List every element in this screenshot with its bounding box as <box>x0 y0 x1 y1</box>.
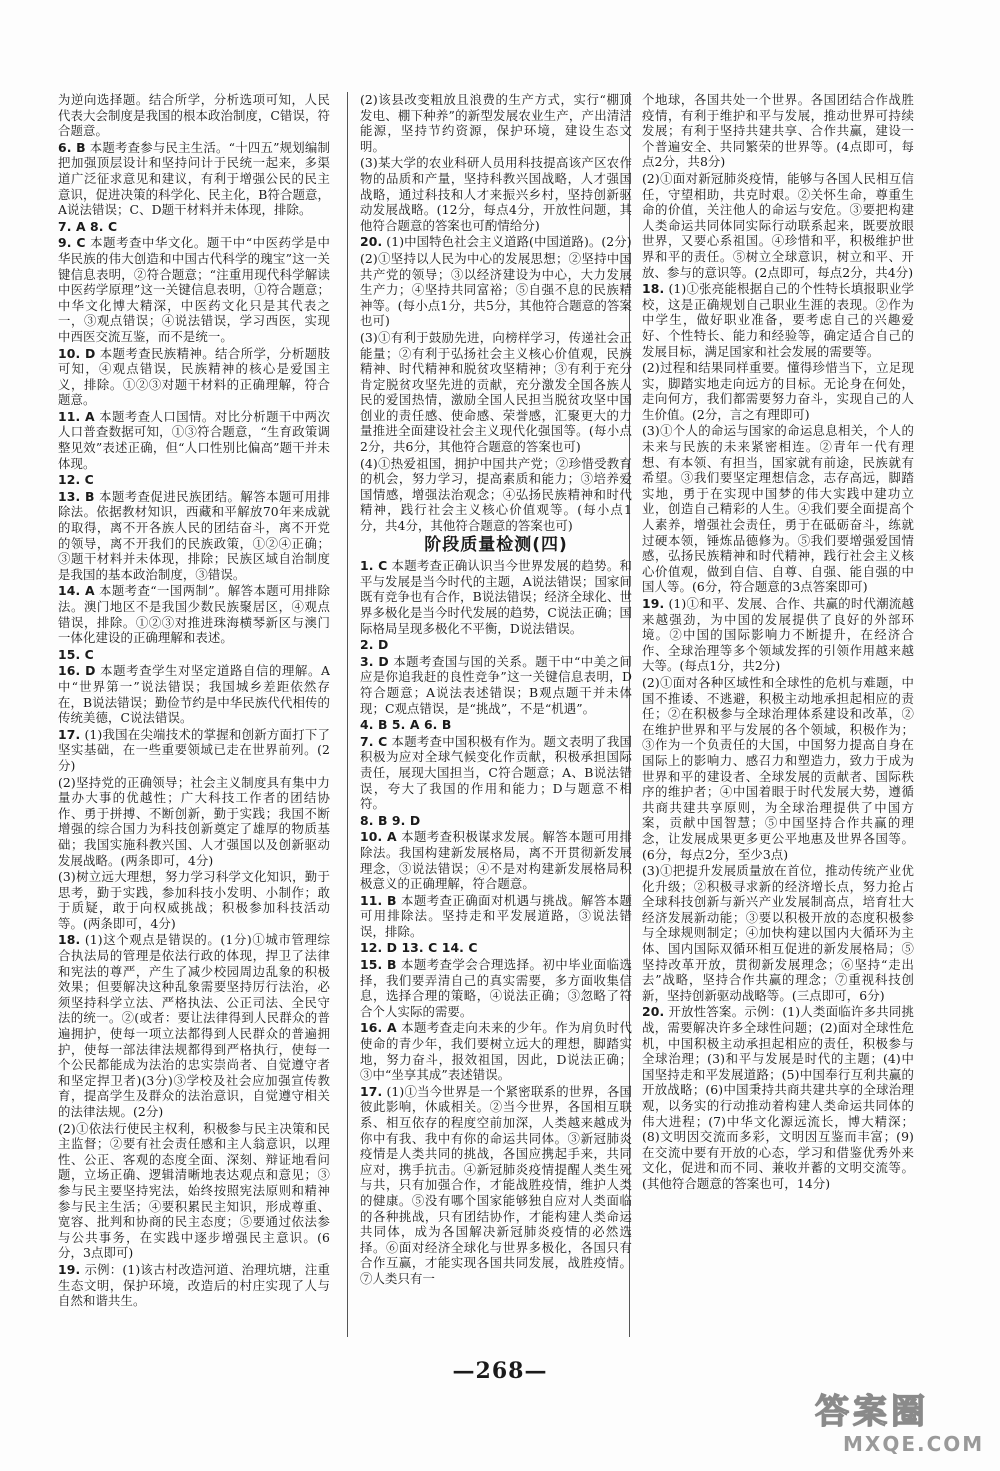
column-left <box>58 92 330 1337</box>
answer-item <box>642 1004 914 1191</box>
answer-text: (1)①和平、发展、合作、共赢的时代潮流越来越强劲，为中国的发展提供了良好的外部环境。②中国的国际影响力不断提升，在经济合作、全球治理等多个领域发挥的引领作用越来越大等。(每点1分，共2分) <box>642 596 914 674</box>
answer-number: 20. <box>642 1004 665 1020</box>
column-middle-top <box>360 92 632 534</box>
answer-item <box>58 727 330 774</box>
answer-text: 本题考查积极谋求发展。解答本题可用排除法。我国构建新发展格局，离不开贯彻新发展理念，③说法错误；④不是对构建新发展格局积极意义的正确理解，符合题意。 <box>360 829 632 892</box>
answer-text: (1)①张亮能根据自己的个性特长填报职业学校，这是正确规划自己职业生涯的表现。②作为中学生，做好职业准备，要考虑自己的兴趣爱好、个性特长、能力和经验等，确定适合自己的发展目标，满足国家和社会发展的需要等。 <box>642 281 914 359</box>
answer-number: 20. <box>360 234 383 250</box>
answer-item <box>360 251 632 329</box>
answer-item <box>360 637 632 653</box>
answer-text: (3)某大学的农业科研人员用科技提高该产区农作物的品质和产量，坚持科教兴国战略，人才强国战略，通过科技和人才来振兴乡村，坚持创新驱动发展战略。(12分，每点4分，开放性问题，其他符合题意的答案也可酌情给分) <box>360 155 632 233</box>
answer-text: 本题考查走向未来的少年。作为肩负时代使命的青少年，我们要树立远大的理想，脚踏实地，努力奋斗，报效祖国，因此，D说法正确；③中“坐享其成”表述错误。 <box>360 1020 632 1083</box>
answer-text: (3)①把提升发展质量放在首位，推动传统产业优化升级；②积极寻求新的经济增长点，努力抢占全球科技创新与新兴产业发展制高点，培育壮大经济发展新动能；③要以积极开放的态度积极参与全球规则制定；④加快构建以国内大循环为主体、国内国际双循环相互促进的新发展格局；⑤坚持改革开放，贯彻新发展理念；⑥坚持“走出去”战略，坚持合作共赢的理念；⑦重视科技创新，坚持创新驱动战略等。(三点即可，6分) <box>642 863 914 1003</box>
answer-item <box>360 558 632 636</box>
answer-number: 19. <box>58 1261 81 1277</box>
answer-text: 示例：(1)该古村改造河道、治理坑塘，注重生态文明，保护环境，改造后的村庄实现了人与自然和谐共生。 <box>58 1261 330 1309</box>
column-middle <box>360 92 632 1337</box>
answer-item <box>360 234 632 250</box>
answer-text: 本题考查中国积极有作为。题文表明了我国积极为应对全球气候变化作贡献，积极承担国际责任，展现大国担当，C符合题意；A、B说法错误，夸大了我国的作用和能力；D与题意不相符。 <box>360 733 632 812</box>
answer-item <box>58 583 330 645</box>
answer-number: 2. D <box>360 637 389 653</box>
answer-text: (1)这个观点是错误的。(1分)①城市管理综合执法局的管理是依法行政的体现，捍卫了法律和宪法的尊严，产生了减少校园周边乱象的积极效果；但要解决这种乱象需要坚持厉行法治，必须坚持科学立法、严格执法、公正司法、全民守法的统一。②(或者：要让法律得到人民群众的普遍拥护，使每一项立法都得到人民群众的普遍拥护，使每一部法律法规都得到严格执行，使每一个公民都能成为法治的忠实崇尚者、自觉遵守者和坚定捍卫者)(3分)③学校及社会应加强宣传教育，提高学生及群众的法治意识，自觉遵守相关的法律法规。(2分) <box>58 932 330 1119</box>
answer-item <box>58 1262 330 1309</box>
answer-number: 11. B <box>360 892 397 908</box>
answer-number: 4. B 5. A 6. B <box>360 717 452 733</box>
answer-text: 本题考查学会合理选择。初中毕业面临选择，我们要弄清自己的真实需要，多方面收集信息，选择合理的策略，④说法正确；③忽略了符合个人实际的需要。 <box>360 957 632 1019</box>
answer-item <box>58 92 330 139</box>
answer-item <box>58 932 330 1119</box>
answer-item <box>360 717 632 733</box>
answer-number: 15. B <box>360 957 397 973</box>
answer-number: 6. B <box>58 139 86 155</box>
answer-text: 本题考查国与国的关系。题干中“中美之间应是你追我赶的良性竞争”这一关键信息表明，D符合题意；A说法表述错误；B观点题干并未体现；C观点错误，是“挑战”，不是“机遇”。 <box>360 653 632 716</box>
answer-text: 本题考查中华文化。题干中“中医药学是中华民族的伟大创造和中国古代科学的瑰宝”这一关键信息表明，②符合题意；“注重用现代科学解读中医药学原理”这一关键信息表明，①符合题意；中华文化博大精深，中医药文化只是其代表之一，③观点错误；④说法错误，学习西医，实现中西医交流互鉴，而不是统一。 <box>58 235 330 344</box>
answer-item <box>642 171 914 280</box>
answer-number: 17. <box>58 726 81 742</box>
answer-text: (3)①有利于鼓励先进，向榜样学习，传递社会正能量；②有利于弘扬社会主义核心价值观，民族精神、时代精神和脱贫攻坚精神；③有利于充分肯定脱贫攻坚先进的贡献，充分激发全国各族人民的爱国热情，激励全国人民担当脱贫攻坚中国创业的责任感、使命感、荣誉感，汇聚更大的力量推进全面建设社会主义现代化强国等。(每小点2分，共6分，其他符合题意的答案也可) <box>360 329 632 455</box>
answer-number: 12. C <box>58 472 94 488</box>
answer-number: 9. C <box>58 235 86 251</box>
watermark-logo <box>815 1392 985 1464</box>
answer-number: 12. D 13. C 14. C <box>360 940 478 956</box>
watermark-url: MXQE.COM <box>843 1432 985 1456</box>
answer-text: (2)①坚持以人民为中心的发展思想；②坚持中国共产党的领导；③以经济建设为中心，大力发展生产力；④坚持共同富裕；⑤自强不息的民族精神等。(每小点1分，共5分，其他符合题意的答案也可) <box>360 250 632 329</box>
answer-item <box>58 346 330 408</box>
answer-text: (2)坚持党的正确领导；社会主义制度具有集中力量办大事的优越性；广大科技工作者的团结协作、勇于拼搏、不断创新，勤于实践；我国不断增强的综合国力为科技创新奠定了雄厚的物质基础；我国实施科教兴国、人才强国以及创新驱动发展战略。(两条即可，4分) <box>58 774 330 868</box>
answer-text: (4)①热爱祖国，拥护中国共产党；②珍惜受教育的机会，努力学习，提高素质和能力；③培养爱国情感，增强法治观念；④弘扬民族精神和时代精神，践行社会主义核心价值观等。(每小点1分，共4分，其他符合题意的答案也可) <box>360 455 632 534</box>
answer-number: 16. D <box>58 663 96 679</box>
answer-text: (1)中国特色社会主义道路(中国道路)。(2分) <box>386 234 632 250</box>
answer-number: 10. A <box>360 829 397 845</box>
answer-text: (1)我国在尖端技术的掌握和创新方面打下了坚实基础，在一些重要领域已走在世界前列。(2分) <box>58 726 330 773</box>
answer-text: 本题考查参与民主生活。“十四五”规划编制把加强顶层设计和坚持问计于民统一起来，多渠道广泛征求意见和建议，有利于增强公民的民主意识，促进决策的科学化、民主化，B符合题意，A说法错误；C、D题干材料并未体现，排除。 <box>58 139 330 218</box>
answer-item <box>642 675 914 862</box>
answer-number: 3. D <box>360 653 389 669</box>
answer-item <box>642 360 914 422</box>
answer-number: 11. A <box>58 408 95 424</box>
answer-number: 19. <box>642 596 665 611</box>
answer-item <box>58 775 330 869</box>
column-divider <box>347 92 348 1337</box>
answer-item <box>360 1020 632 1082</box>
answer-number: 7. C <box>360 733 388 749</box>
answer-item <box>360 813 632 829</box>
answer-number: 16. A <box>360 1020 397 1036</box>
answer-item <box>360 155 632 233</box>
answer-text: 个地球，各国共处一个世界。各国团结合作战胜疫情，有利于维护和平与发展，推动世界可持续发展；有利于坚持共建共享、合作共赢，建设一个普遍安全、共同繁荣的世界等。(4点即可，每点2分，共8分) <box>642 92 914 170</box>
answer-item <box>642 281 914 359</box>
answer-item <box>360 456 632 534</box>
answer-text: (2)①面对各种区域性和全球性的危机与难题，中国不推诿、不逃避，积极主动地承担起相应的责任；②在积极参与全球治理体系建设和改革，②在维护世界和平与发展的各个领域，积极作为；③作为一个负责任的大国，中国努力提高自身在国际上的影响力、感召力和塑造力，致力于成为世界和平的建设者、全球发展的贡献者、国际秩序的维护者；④中国着眼于时代发展大势，遵循共商共建共享原则，为全球治理提供了中国方案，贡献中国智慧；⑤中国坚持合作共赢的理念，让发展成果更多更公平地惠及世界各国等。(6分，每点2分，至少3点) <box>642 674 914 862</box>
answer-number: 13. B <box>58 488 95 504</box>
answer-item <box>58 472 330 488</box>
answer-item <box>642 423 914 595</box>
column-middle-bottom <box>360 558 632 1286</box>
answer-text: (1)①当今世界是一个紧密联系的世界，各国彼此影响，休戚相关。②当今世界，各国相互联系、相互依存的程度空前加深，人类越来越成为你中有我、我中有你的命运共同体。③新冠肺炎疫情是人类共同的挑战，各国应携起手来，共同应对，携手抗击。④新冠肺炎疫情提醒人类生死与共，只有加强合作，才能战胜疫情，维护人类的健康。⑤没有哪个国家能够独自应对人类面临的各种挑战，只有团结协作，才能构建人类命运共同体，成为各国解决新冠肺炎疫情的必然选择。⑥面对经济全球化与世界多极化，各国只有合作互赢，才能实现各国共同发展，战胜疫情。⑦人类只有一 <box>360 1083 632 1286</box>
answer-number: 17. <box>360 1083 383 1099</box>
answer-item <box>360 940 632 956</box>
answer-text: 本题考查“一国两制”。解答本题可用排除法。澳门地区不是我国少数民族聚居区，④观点错误，排除。①②③对推进珠海横琴新区与澳门一体化建设的正确理解和表述。 <box>58 583 330 646</box>
answer-item <box>58 663 330 725</box>
answer-number: 14. A <box>58 583 95 599</box>
answer-text: (2)过程和结果同样重要。懂得珍惜当下，立足现实，脚踏实地走向远方的目标。无论身在何处，走向何方，我们都需要努力奋斗，实现自己的人生价值。(2分，言之有理即可) <box>642 360 914 422</box>
watermark-text: 答案圈 <box>815 1392 929 1432</box>
answer-text: (2)①面对新冠肺炎疫情，能够与各国人民相互信任，守望相助，共克时艰。②关怀生命，尊重生命的价值，关注他人的命运与安危。③要把构建人类命运共同体同实际行动联系起来，既要放眼世界，又要心系祖国。④珍惜和平，积极维护世界和平的责任。⑤树立全球意识，树立和平、开放、参与的意识等。(2点即可，每点2分，共4分) <box>642 170 914 280</box>
answer-item <box>58 869 330 931</box>
section-title: 阶段质量检测(四) <box>424 534 568 555</box>
answer-number: 1. C <box>360 558 388 574</box>
answer-text: 开放性答案。示例：(1)人类面临许多共同挑战，需要解决许多全球性问题；(2)面对全球性危机，中国积极主动承担起相应的责任，积极参与全球治理；(3)和平与发展是时代的主题；(4)中国坚持走和平发展道路；(5)中国奉行互利共赢的开放战略；(6)中国秉持共商共建共享的全球治理观，以务实的行动推动着构建人类命运共同体的伟大进程；(7)中华文化源远流长，博大精深；(8)文明因交流而多彩，文明因互鉴而丰富；(9)在交流中要有开放的心态，学习和借鉴优秀外来文化，促进和而不同、兼收并蓄的文明交流等。(其他符合题意的答案也可，14分) <box>642 1004 914 1191</box>
answer-number: 10. D <box>58 345 96 361</box>
answer-text: (3)①个人的命运与国家的命运息息相关，个人的未来与民族的未来紧密相连。②青年一代有理想、有本领、有担当，国家就有前途，民族就有希望。③我们要坚定理想信念，志存高远，脚踏实地，勇于在实现中国梦的伟大实践中建功立业，创造自己精彩的人生。④我们要全面提高个人素养，增强社会责任，勇于在砥砺奋斗，练就过硬本领，锤炼品德修为。⑤我们要增强爱国情感，弘扬民族精神和时代精神，践行社会主义核心价值观，做到自信、自尊、自强、能自强的中国人等。(6分，符合题意的3点答案即可) <box>642 423 914 595</box>
answer-text: (3)树立远大理想，努力学习科学文化知识，勤于思考，勤于实践，参加科技小发明、小制作；敢于质疑，敢于向权威挑战；积极参加科技活动等。(两条即可，4分) <box>58 869 330 931</box>
answer-item <box>360 92 632 154</box>
answer-item <box>360 734 632 812</box>
answer-number: 8. B 9. D <box>360 812 421 828</box>
answer-item <box>360 654 632 716</box>
answer-text: 为逆向选择题。结合所学，分析选项可知，人民代表大会制度是我国的根本政治制度，C错误，符合题意。 <box>58 92 330 139</box>
answer-number: 18. <box>642 281 665 297</box>
answer-item <box>58 489 330 583</box>
answer-text: 本题考查促进民族团结。解答本题可用排除法。依据教材知识，西藏和平解放70年来成就的取得，离不开各族人民的团结奋斗，离不开党的领导，离不开我们的民族政策，①②④正确；③题干材料并未体现，排除；民族区域自治制度是我国的基本政治制度，③错误。 <box>58 488 330 582</box>
answer-item <box>58 647 330 663</box>
column-right <box>642 92 914 1337</box>
page-number: —268— <box>452 1358 548 1384</box>
answer-item <box>360 893 632 940</box>
answer-item <box>642 92 914 170</box>
answer-item <box>58 140 330 218</box>
answer-text: 本题考查学生对坚定道路自信的理解。A中“世界第一”说法错误；我国城乡差距依然存在，B说法错误；勤俭节约是中华民族代代相传的传统美德，C说法错误。 <box>58 663 330 726</box>
answer-item <box>360 957 632 1019</box>
answer-text: 本题考查正确面对机遇与挑战。解答本题可用排除法。坚持走和平发展道路，③说法错误，排除。 <box>360 892 632 939</box>
answer-text: 本题考查民族精神。结合所学，分析题肢可知，④观点错误，民族精神的核心是爱国主义，排除。①②③对题干材料的正确理解，符合题意。 <box>58 345 330 408</box>
answer-text: (2)①依法行使民主权利，积极参与民主决策和民主监督；②要有社会责任感和主人翁意识，以理性、公正、客观的态度全面、深刻、辩证地看问题，立场正确、逻辑清晰地表达观点和意见；③参与民主要坚持宪法，始终按照宪法原则和精神参与民主生活；④要积累民主知识，形成尊重、宽容、批判和协商的民主态度；⑤要通过依法参与公共事务，在实践中逐步增强民主意识。(6分，3点即可) <box>58 1120 330 1261</box>
answer-item <box>360 1084 632 1287</box>
answer-text: 本题考查人口国情。对比分析题干中两次人口普查数据可知，①③符合题意，“生育政策调整见效”表述正确，但“人口性别比偏高”题干并未体现。 <box>58 408 330 471</box>
answer-number: 18. <box>58 932 81 948</box>
answer-item <box>58 409 330 471</box>
answer-item <box>58 219 330 235</box>
answer-number: 15. C <box>58 646 94 662</box>
answer-item <box>642 596 914 674</box>
answer-item <box>58 235 330 344</box>
answer-text: 本题考查正确认识当今世界发展的趋势。和平与发展是当今时代的主题，A说法错误；国家间既有竞争也有合作，B说法错误；经济全球化、世界多极化是当今时代发展的趋势，C说法正确；国际格局呈现多极化不平衡，D说法错误。 <box>360 558 632 636</box>
answer-text: (2)该县改变粗放且浪费的生产方式，实行“棚顶发电、棚下种养”的新型发展农业生产，产出清洁能源，坚持节约资源，保护环境，建设生态文明。 <box>360 92 632 154</box>
answer-item <box>58 1121 330 1261</box>
answer-item <box>360 829 632 891</box>
answer-item <box>360 330 632 455</box>
answer-number: 7. A 8. C <box>58 218 118 234</box>
answer-item <box>642 863 914 1003</box>
